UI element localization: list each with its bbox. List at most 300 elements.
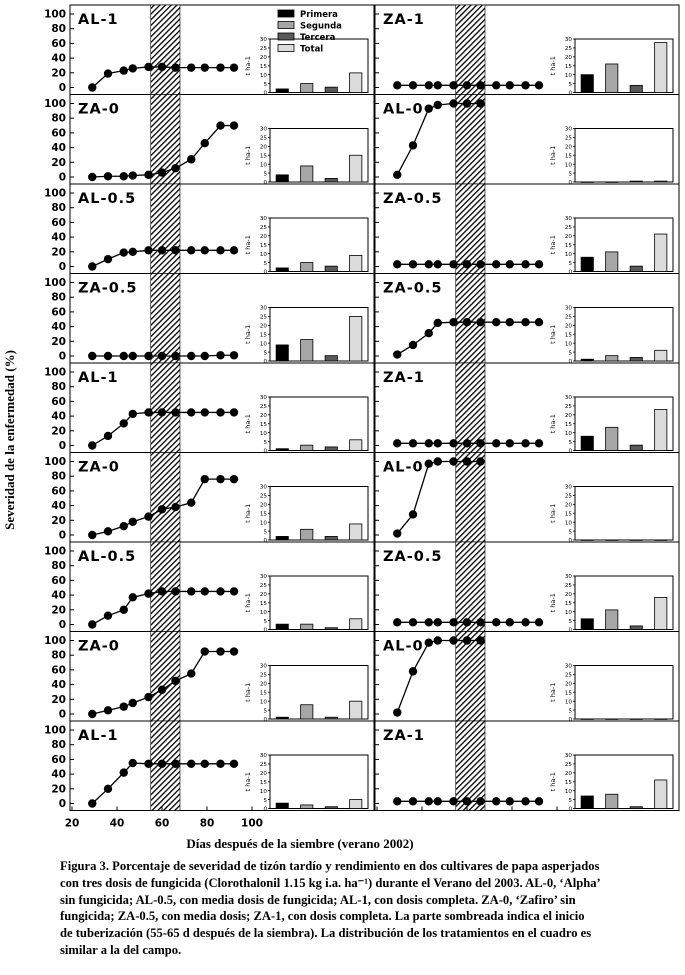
panel <box>375 542 679 634</box>
data-point <box>409 510 417 518</box>
y-tick-label: 80 <box>51 560 66 573</box>
inset-tick-label: 0 <box>263 180 267 187</box>
shaded-region <box>151 363 180 453</box>
inset-bar <box>325 87 337 92</box>
data-point <box>171 677 179 685</box>
data-point <box>201 760 209 768</box>
data-point <box>158 246 166 254</box>
inset-tick-label: 20 <box>259 323 267 330</box>
inset-bar <box>301 445 313 450</box>
inset-tick-label: 25 <box>564 135 572 142</box>
inset-chart <box>244 395 368 455</box>
x-tick-label: 20 <box>64 817 80 830</box>
inset-tick-label: 5 <box>568 439 572 446</box>
data-point <box>535 618 543 626</box>
y-tick-label: 60 <box>51 664 66 677</box>
inset-bar <box>606 252 618 272</box>
panel <box>375 5 679 97</box>
panel-label: ZA-1 <box>383 728 425 744</box>
data-point <box>425 329 433 337</box>
inset-tick-label: 15 <box>259 690 267 697</box>
inset-bar <box>350 619 362 630</box>
data-point <box>144 352 152 360</box>
inset-tick-label: 20 <box>259 502 267 509</box>
data-point <box>434 81 442 89</box>
inset-bar <box>301 166 313 182</box>
data-point <box>434 457 442 465</box>
inset-tick-label: 15 <box>259 63 267 70</box>
panel-label: ZA-0 <box>78 638 120 655</box>
inset-tick-label: 25 <box>259 225 267 232</box>
data-point <box>171 246 179 254</box>
data-point <box>171 164 179 172</box>
inset-chart <box>244 753 368 813</box>
data-point <box>463 260 471 268</box>
inset-tick-label: 5 <box>263 171 267 178</box>
data-point <box>476 260 484 268</box>
y-tick-label: 40 <box>51 142 66 155</box>
inset-tick-label: 10 <box>564 341 572 348</box>
inset-bar <box>350 701 362 719</box>
data-point <box>201 352 209 360</box>
inset-tick-label: 25 <box>259 762 267 769</box>
shaded-region <box>456 542 485 632</box>
inset-bar <box>325 807 337 809</box>
data-point <box>144 589 152 597</box>
inset-y-label: t ha-1 <box>244 593 252 613</box>
data-point <box>88 352 96 360</box>
inset-y-label: t ha-1 <box>244 503 252 523</box>
inset-y-label: t ha-1 <box>244 145 252 165</box>
data-point <box>187 155 195 163</box>
data-point <box>120 66 128 74</box>
inset-tick-label: 15 <box>259 421 267 428</box>
inset-bar <box>581 619 593 630</box>
inset-tick-label: 20 <box>259 681 267 688</box>
data-point <box>158 352 166 360</box>
data-point <box>393 618 401 626</box>
y-tick-label: 20 <box>51 604 66 617</box>
inset-tick-label: 10 <box>564 162 572 169</box>
data-point <box>104 69 112 77</box>
inset-y-label: t ha-1 <box>549 235 557 255</box>
inset-tick-label: 0 <box>568 180 572 187</box>
inset-tick-label: 25 <box>564 762 572 769</box>
data-point <box>393 260 401 268</box>
panel <box>44 363 374 455</box>
panel <box>375 632 679 724</box>
inset-bar <box>276 175 288 182</box>
data-point <box>216 647 224 655</box>
inset-tick-label: 0 <box>568 806 572 813</box>
data-point <box>434 319 442 327</box>
inset-tick-label: 25 <box>564 404 572 411</box>
inset-bar <box>630 85 642 92</box>
data-point <box>506 81 514 89</box>
figure-caption <box>60 858 678 959</box>
inset-tick-label: 15 <box>259 242 267 249</box>
inset-tick-label: 30 <box>259 395 267 402</box>
data-point <box>187 63 195 71</box>
inset-y-label: t ha-1 <box>549 682 557 702</box>
y-tick-label: 80 <box>51 202 66 215</box>
inset-chart <box>244 216 368 276</box>
inset-bar <box>325 266 337 271</box>
data-point <box>171 503 179 511</box>
data-point <box>104 611 112 619</box>
data-point <box>104 432 112 440</box>
panel <box>375 453 679 545</box>
panel <box>44 95 374 187</box>
data-point <box>449 457 457 465</box>
y-tick-label: 40 <box>51 231 66 244</box>
data-point <box>393 708 401 716</box>
y-tick-label: 0 <box>58 529 66 542</box>
inset-tick-label: 5 <box>263 797 267 804</box>
inset-tick-label: 15 <box>564 242 572 249</box>
data-point <box>521 81 529 89</box>
data-point <box>434 636 442 644</box>
data-point <box>104 706 112 714</box>
data-point <box>393 797 401 805</box>
inset-tick-label: 0 <box>568 359 572 366</box>
data-point <box>409 260 417 268</box>
inset-tick-label: 25 <box>564 314 572 321</box>
inset-tick-label: 10 <box>259 430 267 437</box>
inset-tick-label: 5 <box>568 81 572 88</box>
inset-tick-label: 10 <box>564 430 572 437</box>
y-tick-label: 80 <box>51 470 66 483</box>
inset-chart <box>549 574 673 634</box>
inset-y-label: t ha-1 <box>549 414 557 434</box>
caption-line: de tuberización (55-65 d después de la siembra). La distribución de los tratamientos en el cuadro es <box>60 926 592 941</box>
inset-tick-label: 10 <box>564 788 572 795</box>
data-point <box>120 768 128 776</box>
inset-bar <box>630 626 642 630</box>
data-point <box>158 505 166 513</box>
data-point <box>216 587 224 595</box>
data-point <box>393 350 401 358</box>
data-point <box>521 618 529 626</box>
y-tick-label: 40 <box>51 500 66 513</box>
panel <box>44 721 374 813</box>
data-point <box>434 260 442 268</box>
inset-tick-label: 15 <box>564 690 572 697</box>
inset-tick-label: 15 <box>564 153 572 160</box>
y-tick-label: 80 <box>51 381 66 394</box>
inset-chart <box>244 306 368 366</box>
y-tick-label: 0 <box>58 261 66 273</box>
inset-bar <box>325 717 337 719</box>
y-tick-label: 100 <box>44 366 66 379</box>
inset-tick-label: 0 <box>263 806 267 813</box>
inset-bar <box>350 440 362 451</box>
data-point <box>230 63 238 71</box>
inset-bar <box>655 780 667 809</box>
inset-tick-label: 10 <box>259 72 267 79</box>
data-point <box>463 99 471 107</box>
inset-tick-label: 0 <box>568 627 572 634</box>
caption-line: similar a la del campo. <box>60 942 182 957</box>
data-point <box>216 475 224 483</box>
inset-bar <box>606 427 618 450</box>
data-point <box>120 419 128 427</box>
x-tick-label: 100 <box>241 817 263 830</box>
inset-tick-label: 25 <box>259 46 267 53</box>
caption-line: sin fungicida; AL-0.5, con media dosis de fungicida; AL-1, con dosis completa. ZA-0, ‘Zafiro’ sin <box>60 892 576 907</box>
data-point <box>492 318 500 326</box>
inset-tick-label: 0 <box>568 269 572 276</box>
inset-y-label: t ha-1 <box>549 324 557 344</box>
inset-tick-label: 20 <box>564 592 572 599</box>
data-point <box>506 797 514 805</box>
data-point <box>476 618 484 626</box>
data-point <box>393 81 401 89</box>
inset-bar <box>301 805 313 809</box>
data-point <box>88 441 96 449</box>
data-point <box>492 260 500 268</box>
inset-tick-label: 0 <box>263 538 267 545</box>
shaded-region <box>456 184 485 274</box>
inset-bar <box>325 356 337 361</box>
data-point <box>521 797 529 805</box>
data-point <box>449 99 457 107</box>
data-point <box>535 81 543 89</box>
y-tick-label: 0 <box>58 798 66 810</box>
data-point <box>120 606 128 614</box>
data-point <box>104 785 112 793</box>
data-point <box>88 262 96 270</box>
data-point <box>230 121 238 129</box>
data-point <box>409 667 417 675</box>
y-tick-label: 100 <box>44 456 66 468</box>
data-point <box>230 647 238 655</box>
inset-tick-label: 25 <box>259 672 267 679</box>
panel-label: ZA-0 <box>78 459 120 476</box>
x-axis-label: Días después de la siembre (verano 2002) <box>186 836 414 851</box>
inset-y-label: t ha-1 <box>244 772 252 792</box>
data-point <box>393 529 401 537</box>
data-point <box>120 702 128 710</box>
inset-bar <box>325 536 337 540</box>
data-point <box>171 408 179 416</box>
data-point <box>129 593 137 601</box>
data-point <box>230 475 238 483</box>
data-point <box>144 171 152 179</box>
y-tick-label: 20 <box>51 783 66 796</box>
y-tick-label: 20 <box>51 335 66 348</box>
inset-bar <box>581 796 593 808</box>
inset-bar <box>581 436 593 450</box>
data-point <box>535 797 543 805</box>
data-point <box>521 318 529 326</box>
legend-label: Tercera <box>300 33 336 43</box>
data-point <box>230 760 238 768</box>
data-point <box>425 618 433 626</box>
inset-y-label: t ha-1 <box>244 414 252 434</box>
inset-chart <box>244 574 368 634</box>
inset-tick-label: 20 <box>564 502 572 509</box>
inset-tick-label: 10 <box>259 162 267 169</box>
y-tick-label: 80 <box>51 291 66 304</box>
panel-label: ZA-0 <box>78 101 120 118</box>
x-tick-label: 80 <box>199 817 215 830</box>
y-tick-label: 0 <box>58 171 66 184</box>
inset-tick-label: 20 <box>259 771 267 778</box>
y-tick-label: 100 <box>44 635 66 647</box>
inset-tick-label: 5 <box>568 708 572 715</box>
panel <box>375 95 679 187</box>
inset-tick-label: 15 <box>564 779 572 786</box>
inset-tick-label: 10 <box>259 520 267 527</box>
panel <box>375 184 679 276</box>
y-tick-label: 80 <box>51 23 66 36</box>
inset-tick-label: 20 <box>564 771 572 778</box>
inset-bar <box>655 234 667 271</box>
inset-tick-label: 20 <box>564 55 572 62</box>
data-point <box>230 351 238 359</box>
inset-tick-label: 25 <box>259 135 267 142</box>
inset-chart <box>549 753 673 813</box>
y-tick-label: 40 <box>51 410 66 423</box>
inset-tick-label: 5 <box>263 529 267 536</box>
y-tick-label: 40 <box>51 679 66 692</box>
inset-chart <box>244 127 368 187</box>
data-point <box>104 255 112 263</box>
panel-label: ZA-0.5 <box>383 191 443 207</box>
data-point <box>129 352 137 360</box>
data-point <box>104 352 112 360</box>
y-tick-label: 60 <box>51 753 66 766</box>
inset-tick-label: 30 <box>564 574 572 581</box>
panel-label: AL-1 <box>78 370 119 386</box>
data-point <box>230 587 238 595</box>
data-point <box>144 246 152 254</box>
data-point <box>216 408 224 416</box>
y-tick-label: 20 <box>51 425 66 438</box>
data-point <box>158 63 166 71</box>
data-point <box>88 799 96 807</box>
data-point <box>158 408 166 416</box>
data-point <box>449 260 457 268</box>
data-point <box>187 498 195 506</box>
inset-tick-label: 25 <box>564 225 572 232</box>
inset-bar <box>581 75 593 93</box>
inset-tick-label: 10 <box>259 609 267 616</box>
inset-bar <box>606 794 618 808</box>
data-point <box>506 318 514 326</box>
inset-tick-label: 10 <box>259 341 267 348</box>
y-tick-label: 60 <box>51 306 66 319</box>
data-point <box>187 352 195 360</box>
data-point <box>201 475 209 483</box>
inset-bar <box>350 155 362 182</box>
inset-tick-label: 15 <box>259 332 267 339</box>
data-point <box>409 797 417 805</box>
data-point <box>492 439 500 447</box>
y-tick-label: 20 <box>51 514 66 527</box>
shaded-region <box>151 453 180 543</box>
legend-swatch <box>278 22 294 29</box>
data-point <box>393 171 401 179</box>
inset-chart <box>244 485 368 545</box>
data-point <box>521 439 529 447</box>
data-point <box>425 81 433 89</box>
inset-tick-label: 30 <box>564 395 572 402</box>
data-point <box>409 439 417 447</box>
data-point <box>158 587 166 595</box>
data-point <box>171 587 179 595</box>
y-tick-label: 100 <box>44 277 66 289</box>
inset-tick-label: 20 <box>564 681 572 688</box>
caption-line: fungicida; ZA-0.5, con media dosis; ZA-1, con dosis completa. La parte sombreada indica el inicio <box>60 909 585 924</box>
inset-tick-label: 25 <box>564 493 572 500</box>
panel-label: ZA-1 <box>383 370 425 386</box>
data-point <box>144 760 152 768</box>
inset-bar <box>606 356 618 361</box>
panel <box>44 542 374 634</box>
data-point <box>476 99 484 107</box>
inset-tick-label: 0 <box>568 538 572 545</box>
inset-bar <box>350 255 362 271</box>
y-tick-label: 100 <box>44 98 66 110</box>
inset-tick-label: 0 <box>263 269 267 276</box>
legend-label: Segunda <box>300 21 342 32</box>
inset-tick-label: 20 <box>564 323 572 330</box>
y-tick-label: 80 <box>51 649 66 662</box>
inset-tick-label: 15 <box>564 332 572 339</box>
shaded-region <box>456 632 485 722</box>
data-point <box>88 83 96 91</box>
data-point <box>449 318 457 326</box>
inset-bar <box>301 705 313 719</box>
data-point <box>216 63 224 71</box>
data-point <box>506 439 514 447</box>
inset-tick-label: 5 <box>568 797 572 804</box>
shaded-region <box>456 453 485 543</box>
y-tick-label: 0 <box>58 440 66 452</box>
inset-chart <box>549 216 673 276</box>
data-point <box>144 693 152 701</box>
inset-tick-label: 30 <box>259 37 267 44</box>
data-point <box>120 248 128 256</box>
panel-label: AL-1 <box>78 12 119 28</box>
data-point <box>506 618 514 626</box>
inset-frame <box>575 487 673 541</box>
x-tick-label: 60 <box>154 817 170 830</box>
data-point <box>158 686 166 694</box>
inset-tick-label: 5 <box>263 708 267 715</box>
inset-bar <box>325 178 337 182</box>
caption-line: con tres dosis de fungicida (Clorothalonil 1.15 kg i.a. ha⁻¹) durante el Verano del 2003. AL-0, ‘Alpha’ <box>60 875 601 890</box>
inset-tick-label: 25 <box>259 314 267 321</box>
inset-tick-label: 25 <box>564 583 572 590</box>
inset-tick-label: 0 <box>263 627 267 634</box>
data-point <box>129 64 137 72</box>
data-point <box>449 797 457 805</box>
inset-tick-label: 0 <box>568 90 572 97</box>
data-point <box>449 618 457 626</box>
data-point <box>88 620 96 628</box>
x-tick-label: 40 <box>109 817 125 830</box>
inset-tick-label: 15 <box>564 511 572 518</box>
inset-bar <box>630 266 642 271</box>
data-point <box>88 173 96 181</box>
inset-tick-label: 10 <box>259 699 267 706</box>
data-point <box>230 408 238 416</box>
data-point <box>449 636 457 644</box>
inset-tick-label: 15 <box>259 153 267 160</box>
